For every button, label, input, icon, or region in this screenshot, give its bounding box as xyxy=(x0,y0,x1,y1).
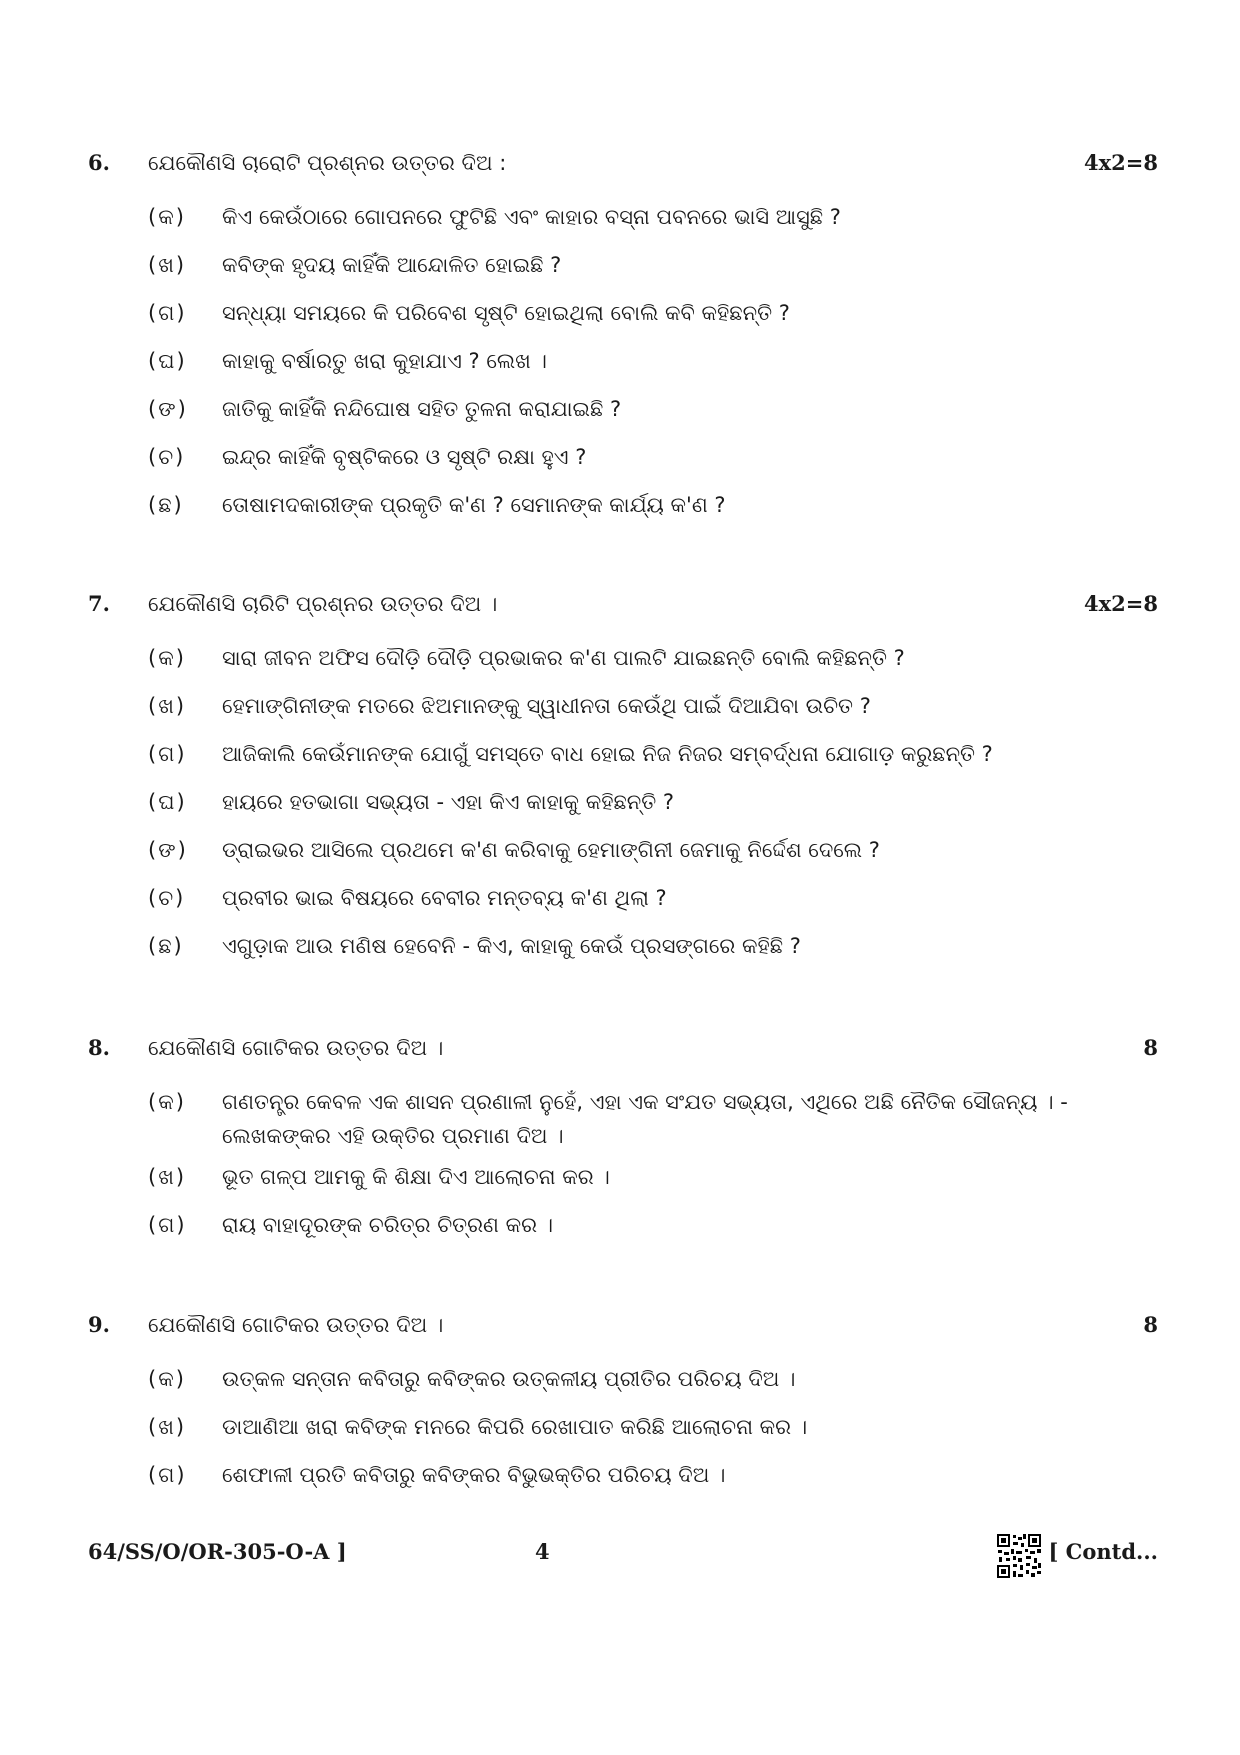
question-number: 9. xyxy=(88,1312,110,1337)
option-label: (ଘ) xyxy=(148,349,187,373)
question-header xyxy=(88,584,1158,624)
option-text: ଜାତିକୁ କାହିଁକି ନନ୍ଦିଘୋଷ ସହିତ ତୁଳନା କରାଯାଇଛି ? xyxy=(222,397,622,421)
question-marks: 8 xyxy=(1143,1035,1158,1060)
question-6 xyxy=(88,143,1158,529)
option-text: କାହାକୁ ବର୍ଷାରତୁ ଖରା କୁହାଯାଏ ? ଲେଖ । xyxy=(222,349,547,373)
option-label: (ଗ) xyxy=(148,1213,187,1237)
option-text: ହାୟରେ ହତଭାଗା ସଭ୍ୟତା - ଏହା କିଏ କାହାକୁ କହିଛନ୍ତି ? xyxy=(222,790,675,814)
qr-code-icon xyxy=(996,1533,1042,1579)
question-number: 7. xyxy=(88,591,110,616)
option-item xyxy=(88,289,1158,337)
continued-label: [ Contd... xyxy=(1048,1539,1158,1564)
option-label: (ଛ) xyxy=(148,493,184,517)
question-marks: 8 xyxy=(1143,1312,1158,1337)
option-item xyxy=(88,922,1158,970)
options-list xyxy=(88,1078,1158,1249)
option-item xyxy=(88,778,1158,826)
question-7 xyxy=(88,584,1158,970)
option-text: ହେମାଙ୍ଗିନୀଙ୍କ ମତରେ ଝିଅମାନଙ୍କୁ ସ୍ୱାଧୀନତା କେଉଁଥି ପାଇଁ ଦିଆଯିବା ଉଚିତ ? xyxy=(222,694,871,718)
option-label: (ଗ) xyxy=(148,1463,187,1487)
options-list xyxy=(88,193,1158,529)
option-item xyxy=(88,634,1158,682)
option-label: (ଖ) xyxy=(148,253,187,277)
question-8 xyxy=(88,1028,1158,1249)
option-item xyxy=(88,1153,1158,1201)
option-text: ସନ୍ଧ୍ୟା ସମୟରେ କି ପରିବେଶ ସୃଷ୍ଟି ହୋଇଥିଲା ବୋଲି କବି କହିଛନ୍ତି ? xyxy=(222,301,790,325)
question-marks: 4x2=8 xyxy=(1084,150,1158,175)
option-item xyxy=(88,1355,1158,1403)
option-item xyxy=(88,385,1158,433)
option-label: (ଘ) xyxy=(148,790,187,814)
question-number: 8. xyxy=(88,1035,110,1060)
option-text: ଉତ୍କଳ ସନ୍ତାନ କବିତାରୁ କବିଙ୍କର ଉତ୍କଳୀୟ ପ୍ରୀତିର ପରିଚୟ ଦିଅ । xyxy=(222,1367,796,1391)
option-label: (କ) xyxy=(148,205,186,229)
option-text: ରାୟ ବାହାଦୂରଙ୍କ ଚରିତ୍ର ଚିତ୍ରଣ କର । xyxy=(222,1213,554,1237)
option-item xyxy=(88,1078,1158,1153)
option-text: ତୋଷାମଦକାରୀଙ୍କ ପ୍ରକୃତି କ'ଣ ? ସେମାନଙ୍କ କାର୍ଯ୍ୟ କ'ଣ ? xyxy=(222,493,726,517)
option-item xyxy=(88,1451,1158,1499)
option-label: (କ) xyxy=(148,1367,186,1391)
option-label: (ଖ) xyxy=(148,1415,187,1439)
option-item xyxy=(88,1201,1158,1249)
option-label: (କ) xyxy=(148,1090,186,1114)
option-label: (ଙ) xyxy=(148,838,188,862)
option-item xyxy=(88,730,1158,778)
option-text: ଡ୍ରାଇଭର ଆସିଲେ ପ୍ରଥମେ କ'ଣ କରିବାକୁ ହେମାଙ୍ଗିନୀ ଜେମାକୁ ନିର୍ଦ୍ଦେଶ ଦେଲେ ? xyxy=(222,838,880,862)
option-text: ଇନ୍ଦ୍ର କାହିଁକି ବୃଷ୍ଟିକରେ ଓ ସୃଷ୍ଟି ରକ୍ଷା ହୁଏ ? xyxy=(222,445,587,469)
option-item xyxy=(88,874,1158,922)
option-label: (ଛ) xyxy=(148,934,184,958)
question-header xyxy=(88,1028,1158,1068)
option-label: (ଗ) xyxy=(148,742,187,766)
option-label: (ଖ) xyxy=(148,694,187,718)
option-text: ସାରା ଜୀବନ ଅଫିସ ଦୌଡ଼ି ଦୌଡ଼ି ପ୍ରଭାକର କ'ଣ ପାଲଟି ଯାଇଛନ୍ତି ବୋଲି କହିଛନ୍ତି ? xyxy=(222,646,905,670)
question-instruction: ଯେକୌଣସି ଗୋଟିକର ଉତ୍ତର ଦିଅ । xyxy=(148,1036,444,1060)
page-footer xyxy=(88,1533,1158,1577)
option-item xyxy=(88,241,1158,289)
option-label: (କ) xyxy=(148,646,186,670)
question-instruction: ଯେକୌଣସି ଚାରୋଟି ପ୍ରଶ୍ନର ଉତ୍ତର ଦିଅ : xyxy=(148,151,507,175)
question-header xyxy=(88,1305,1158,1345)
page-number: 4 xyxy=(535,1539,550,1564)
option-text: ଡାଆଣିଆ ଖରା କବିଙ୍କ ମନରେ କିପରି ରେଖାପାତ କରିଛି ଆଲୋଚନା କର । xyxy=(222,1415,808,1439)
option-label: (ଗ) xyxy=(148,301,187,325)
option-label: (ଚ) xyxy=(148,886,186,910)
option-text: ଶେଫାଳୀ ପ୍ରତି କବିତାରୁ କବିଙ୍କର ବିଭୁଭକ୍ତିର ପରିଚୟ ଦିଅ । xyxy=(222,1463,726,1487)
option-item xyxy=(88,337,1158,385)
option-text: ପ୍ରବୀର ଭାଇ ବିଷୟରେ ବେବୀର ମନ୍ତବ୍ୟ କ'ଣ ଥିଲା ? xyxy=(222,886,667,910)
question-marks: 4x2=8 xyxy=(1084,591,1158,616)
question-instruction: ଯେକୌଣସି ଚାରିଟି ପ୍ରଶ୍ନର ଉତ୍ତର ଦିଅ । xyxy=(148,592,498,616)
question-header xyxy=(88,143,1158,183)
paper-code: 64/SS/O/OR-305-O-A ] xyxy=(88,1539,347,1564)
option-text: ଏଗୁଡ଼ାକ ଆଉ ମଣିଷ ହେବେନି - କିଏ, କାହାକୁ କେଉଁ ପ୍ରସଙ୍ଗରେ କହିଛି ? xyxy=(222,934,801,958)
option-text: ଭୂତ ଗଳ୍ପ ଆମକୁ କି ଶିକ୍ଷା ଦିଏ ଆଲୋଚନା କର । xyxy=(222,1165,610,1189)
question-instruction: ଯେକୌଣସି ଗୋଟିକର ଉତ୍ତର ଦିଅ । xyxy=(148,1313,444,1337)
option-item xyxy=(88,193,1158,241)
option-item xyxy=(88,826,1158,874)
option-item xyxy=(88,682,1158,730)
option-item xyxy=(88,481,1158,529)
options-list xyxy=(88,634,1158,970)
option-item xyxy=(88,1403,1158,1451)
option-text: କବିଙ୍କ ହୃଦୟ କାହିଁକି ଆନ୍ଦୋଳିତ ହୋଇଛି ? xyxy=(222,253,562,277)
options-list xyxy=(88,1355,1158,1499)
option-label: (ଚ) xyxy=(148,445,186,469)
question-9 xyxy=(88,1305,1158,1499)
question-number: 6. xyxy=(88,150,110,175)
option-text: ଗଣତନ୍ତ୍ର କେବଳ ଏକ ଶାସନ ପ୍ରଣାଳୀ ନୁହେଁ, ଏହା ଏକ ସଂଯତ ସଭ୍ୟତା, ଏଥିରେ ଅଛି ନୈତିକ ସୌଜନ୍ୟ । - ଲେଖକଙ୍କର ଏହି ଉକ୍ତିର ପ୍ରମାଣ ଦିଅ । xyxy=(222,1090,1068,1148)
option-text: ଆଜିକାଲି କେଉଁମାନଙ୍କ ଯୋଗୁଁ ସମସ୍ତେ ବାଧ ହୋଇ ନିଜ ନିଜର ସମ୍ବର୍ଦ୍ଧନା ଯୋଗାଡ଼ କରୁଛନ୍ତି ? xyxy=(222,742,993,766)
option-label: (ଙ) xyxy=(148,397,188,421)
option-text: କିଏ କେଉଁଠାରେ ଗୋପନରେ ଫୁଟିଛି ଏବଂ କାହାର ବସ୍ନା ପବନରେ ଭାସି ଆସୁଛି ? xyxy=(222,205,841,229)
option-item xyxy=(88,433,1158,481)
option-label: (ଖ) xyxy=(148,1165,187,1189)
